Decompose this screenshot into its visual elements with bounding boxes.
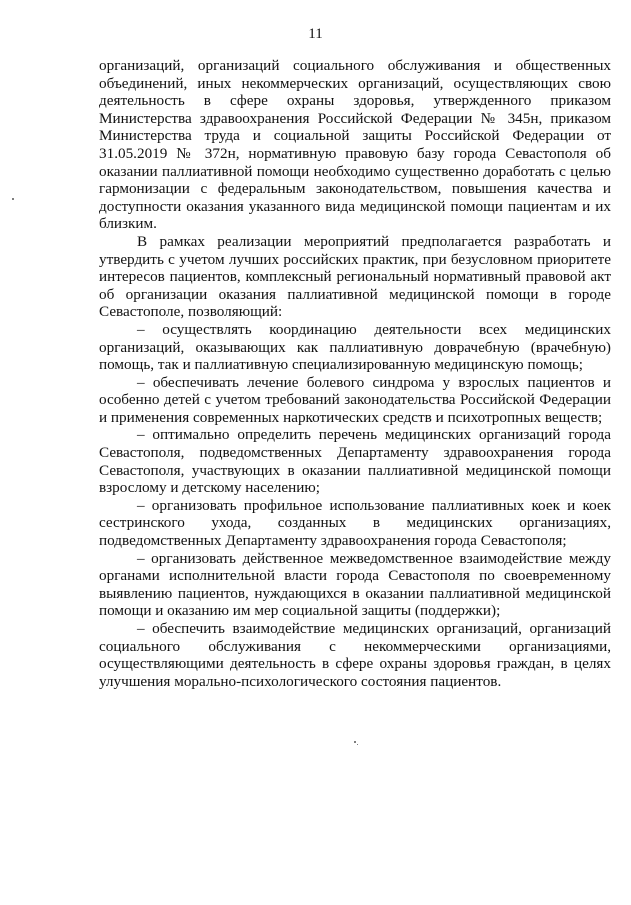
scan-speck (357, 744, 358, 745)
list-item: – осуществлять координацию деятельности всех медицинских организаций, оказывающих как паллиативную доврачебную (врачебную) помощь, так и паллиативную специализированную медицинскую помощь; (99, 320, 611, 374)
paragraph: В рамках реализации мероприятий предполагается разработать и утвердить с учетом лучших российских практик, при безусловном приоритете интересов пациентов, комплексный региональный нормативный правовой акт об организации оказания паллиативной медицинской помощи в городе Севастополе, позволяющий: (99, 232, 611, 321)
list-item: – обеспечивать лечение болевого синдрома у взрослых пациентов и особенно детей с учетом требований законодательства Российской Федерации и применения современных наркотических средств и психотропных веществ; (99, 373, 611, 426)
page-number: 11 (308, 26, 323, 42)
list-item: – обеспечить взаимодействие медицинских организаций, организаций социального обслуживания с некоммерческими организациями, осуществляющими деятельность в сфере охраны здоровья граждан, в целях улучшения морально-психологического состояния пациентов. (99, 620, 611, 690)
paragraph: организаций, организаций социального обслуживания и общественных объединений, иных некоммерческих организаций, осуществляющих свою деятельность в сфере охраны здоровья, утвержденного приказом Министерства здравоохранения Российской Федерации № 345н, приказом Министерства труда и социальной защиты Российской Федерации от 31.05.2019 № 372н, нормативную правовую базу города Севастополя об оказании паллиативной помощи необходимо существенно доработать с целью гармонизации с федеральным законодательством, повышения качества и доступности оказания указанного вида медицинской помощи пациентам и их близким. (99, 57, 611, 233)
list-item: – организовать профильное использование паллиативных коек и коек сестринского ухода, созданных в медицинских организациях, подведомственных Департаменту здравоохранения города Севастополя; (99, 496, 611, 550)
document-body (99, 57, 611, 690)
scan-speck (354, 741, 356, 743)
list-item: – организовать действенное межведомственное взаимодействие между органами исполнительной власти города Севастополя по своевременному выявлению пациентов, нуждающихся в оказании паллиативной медицинской помощи и оказанию им мер социальной защиты (поддержки); (99, 549, 611, 620)
scan-speck (12, 198, 14, 200)
list-item: – оптимально определить перечень медицинских организаций города Севастополя, подведомственных Департаменту здравоохранения города Севастополя, участвующих в оказании паллиативной медицинской помощи взрослому и детскому населению; (99, 426, 611, 497)
